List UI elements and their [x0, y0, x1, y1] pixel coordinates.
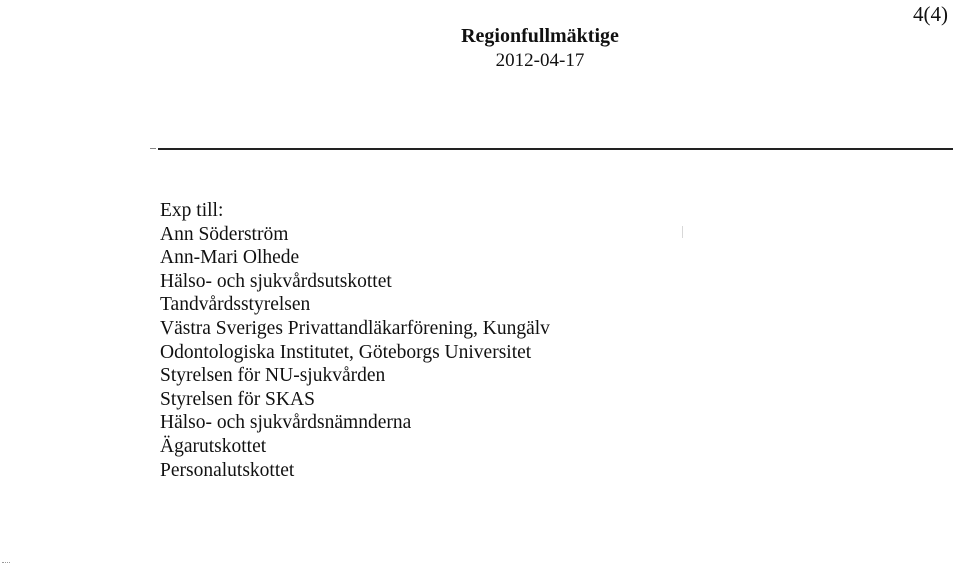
- recipient-item: Personalutskottet: [160, 459, 295, 481]
- scan-artifact: [682, 226, 683, 238]
- header-divider: [158, 148, 953, 150]
- recipient-item: Västra Sveriges Privattandläkarförening, Kungälv: [160, 317, 550, 339]
- recipient-item: Ann-Mari Olhede: [160, 247, 300, 269]
- recipient-item: Hälso- och sjukvårdsnämnderna: [160, 412, 412, 434]
- document-date: 2012-04-17: [495, 50, 585, 71]
- distribution-heading: Exp till:: [160, 200, 224, 221]
- document-header: [430, 25, 650, 72]
- recipient-item: Ann Söderström: [160, 223, 289, 245]
- recipient-item: Odontologiska Institutet, Göteborgs Universitet: [160, 341, 532, 363]
- recipient-item: Tandvårdsstyrelsen: [160, 294, 311, 316]
- document-title: Regionfullmäktige: [461, 25, 619, 47]
- page-number: 4(4): [913, 2, 948, 26]
- recipient-item: Styrelsen för SKAS: [160, 388, 315, 410]
- recipient-list: [160, 223, 550, 483]
- scan-artifact-dots: [2, 562, 10, 563]
- recipient-item: Hälso- och sjukvårdsutskottet: [160, 270, 392, 292]
- recipient-item: Ägarutskottet: [160, 435, 267, 457]
- recipient-item: Styrelsen för NU-sjukvården: [160, 365, 386, 387]
- header-rule-lead: [150, 148, 156, 149]
- distribution-list: [160, 199, 550, 482]
